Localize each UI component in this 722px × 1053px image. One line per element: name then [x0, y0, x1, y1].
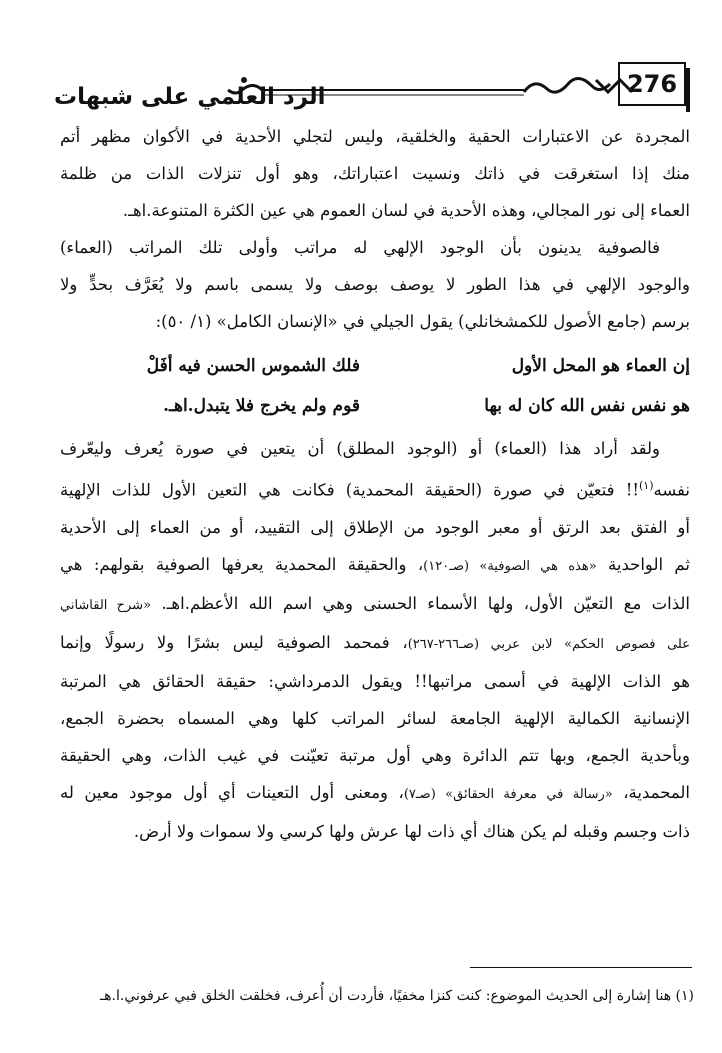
text-span: ، ومعنى أول التعينات أي أول موجود معين له: [60, 782, 404, 802]
text-span: !! فتعيّن في صورة (الحقيقة المحمدية) فكانت هي التعين الأول للذات الإلهية: [60, 480, 639, 500]
citation: «شرح القاشاني: [60, 597, 152, 613]
text-line: ولقد أراد هذا (العماء) أو (الوجود المطلق) أن يتعين في صورة يُعرف وليعّرف: [60, 439, 660, 458]
text-span: نفسه: [653, 480, 690, 500]
text-line: العماء إلى نور المجالي، وهذه الأحدية في لسان العموم هي عين الكثرة المتنوعة.اهـ.: [122, 201, 690, 220]
text-line: ذات وجسم وقبله لم يكن هناك أي ذات لها عرش ولها كرسي ولا سموات ولا أرض.: [133, 821, 690, 841]
poem-hemistich-second: قوم ولم يخرج فلا يتبدل.اهـ.: [163, 396, 360, 416]
text-span: الذات مع التعيّن الأول، ولها الأسماء الحسنى وهي اسم الله الأعظم.اهـ.: [161, 593, 690, 613]
citation: «رسالة في معرفة الحقائق» (صـ٧): [403, 786, 613, 802]
text-line: [60, 774, 690, 813]
text-line: منك إذا استغرقت في ذاتك ونسيت اعتباراتك، وهو أول تنزلات الذات من ظلمة: [60, 164, 690, 183]
book-title: الرد العلمي على شبهات: [54, 84, 326, 110]
footnote-reference: (١): [638, 479, 654, 492]
text-line: المجردة عن الاعتبارات الحقية والخلقية، وليس لتجلي الأحدية في الأكوان مظهر أتم: [60, 127, 690, 146]
text-span: ، والحقيقة المحمدية يعرفها الصوفية بقولهم: هي: [60, 554, 424, 574]
poem-verse: [60, 346, 690, 386]
text-line: هو الذات الإلهية في أسمى مراتبها!! ويقول الدمرداشي: حقيقة الحقائق هي المرتبة: [60, 671, 690, 691]
text-line: برسم (جامع الأصول للكمشخانلي) يقول الجيلي في «الإنسان الكامل» (١/ ٥٠):: [155, 312, 690, 331]
page-header: [54, 58, 694, 114]
text-line: [60, 624, 690, 663]
poem-verse: [60, 386, 690, 426]
main-text: [60, 118, 690, 850]
text-line: [60, 546, 690, 585]
poem-hemistich-second: فلك الشموس الحسن فيه أفَلْ: [146, 356, 360, 376]
text-span: ، فمحمد الصوفية ليس بشرًا ولا رسولًا وإنما: [60, 632, 408, 652]
citation: «هذه هي الصوفية» (صـ١٢٠): [423, 558, 597, 574]
text-line: وبأحدية الجمع، وبها تتم الدائرة وهي أول مرتبة تعيّنت في غيب الذات، وهي الحقيقة: [60, 745, 690, 765]
text-span: ثم الواحدية: [608, 554, 690, 574]
footnote-separator: [470, 967, 692, 968]
page-number: 276: [618, 62, 686, 106]
poem: [60, 346, 690, 426]
text-line: أو الفتق بعد الرتق أو معبر الوجود من الإطلاق إلى التقييد، أو من العماء إلى الأحدية: [60, 517, 690, 537]
text-line: [60, 467, 690, 509]
footnote: (١) هنا إشارة إلى الحديث الموضوع: كنت كنزا مخفيًا، فأردت أن أُعرف، فخلقت الخلق فبي عرفوني.ا.هـ: [100, 988, 694, 1004]
text-line: [60, 585, 690, 624]
poem-hemistich-first: هو نفس نفس الله كان له بها: [484, 396, 690, 416]
text-line: والوجود الإلهي في هذا الطور لا يوصف بوصف ولا يسمى باسم ولا يُعَرَّف بحدٍّ ولا: [60, 275, 690, 294]
text-line: الإنسانية الكمالية الإلهية الجامعة لسائر المراتب كلها وهي المسماه بحضرة الجمع،: [60, 708, 690, 728]
poem-hemistich-first: إن العماء هو المحل الأول: [511, 356, 690, 376]
text-line: فالصوفية يدينون بأن الوجود الإلهي له مراتب وأولى تلك المراتب (العماء): [60, 238, 660, 257]
text-span: المحمدية،: [623, 782, 690, 802]
citation: على فصوص الحكم» لابن عربي (صـ٢٦٦-٢٦٧): [407, 636, 690, 652]
